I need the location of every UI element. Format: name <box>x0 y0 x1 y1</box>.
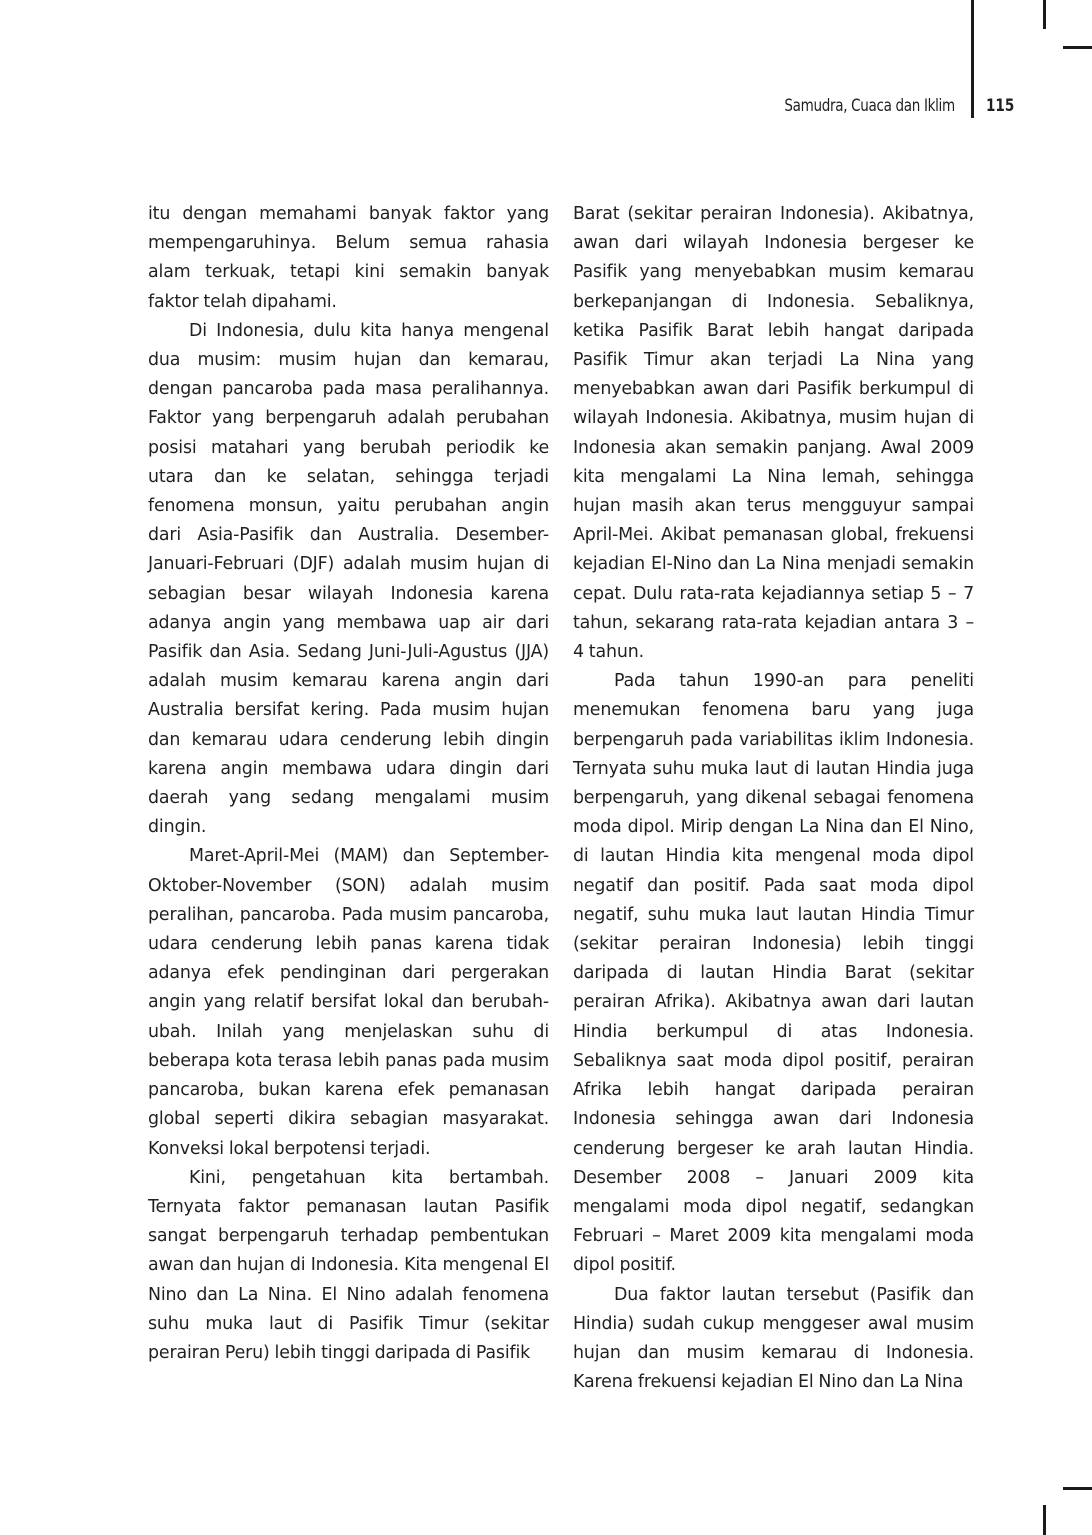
paragraph: Pada tahun 1990-an para peneliti menemukan fenomena baru yang juga berpengaruh pada variabilitas iklim Indonesia. Ternyata suhu muka laut di lautan Hindia juga berpengaruh, yang dikenal sebagai fenomena moda dipol. Mirip dengan La Nina dan El Nino, di lautan Hindia kita mengenal moda dipol negatif dan positif. Pada saat moda dipol negatif, suhu muka laut lautan Hindia Timur (sekitar perairan Indonesia) lebih tinggi daripada di lautan Hindia Barat (sekitar perairan Afrika). Akibatnya awan dari lautan Hindia berkumpul di atas Indonesia. Sebaliknya saat moda dipol positif, perairan Afrika lebih hangat daripada perairan Indonesia sehingga awan dari Indonesia cenderung bergeser ke arah lautan Hindia. Desember 2008 – Januari 2009 kita mengalami moda dipol negatif, sedangkan Februari – Maret 2009 kita mengalami moda dipol positif. <box>573 671 974 1276</box>
page-number: 115 <box>986 96 1015 115</box>
paragraph: Barat (sekitar perairan Indonesia). Akibatnya, awan dari wilayah Indonesia bergeser ke Pasifik yang menyebabkan musim kemarau berkepanjangan di Indonesia. Sebaliknya, ketika Pasifik Barat lebih hangat daripada Pasifik Timur akan terjadi La Nina yang menyebabkan awan dari Pasifik berkumpul di wilayah Indonesia. Akibatnya, musim hujan di Indonesia akan semakin panjang. Awal 2009 kita mengalami La Nina lemah, sehingga hujan masih akan terus mengguyur sampai April-Mei. Akibat pemanasan global, frekuensi kejadian El-Nino dan La Nina menjadi semakin cepat. Dulu rata-rata kejadiannya setiap 5 – 7 tahun, sekarang rata-rata kejadian antara 3 – 4 tahun. <box>573 204 974 663</box>
paragraph: Kini, pengetahuan kita bertambah. Ternyata faktor pemanasan lautan Pasifik sangat berpengaruh terhadap pembentukan awan dan hujan di Indonesia. Kita mengenal El Nino dan La Nina. El Nino adalah fenomena suhu muka laut di Pasifik Timur (sekitar perairan Peru) lebih tinggi daripada di Pasifik <box>148 1167 549 1363</box>
text-column-right <box>573 200 974 1397</box>
running-title: Samudra, Cuaca dan Iklim <box>784 96 955 115</box>
paragraph: Dua faktor lautan tersebut (Pasifik dan Hindia) sudah cukup menggeser awal musim hujan dan musim kemarau di Indonesia. Karena frekuensi kejadian El Nino dan La Nina <box>573 1284 974 1393</box>
paragraph: Maret-April-Mei (MAM) dan September-Oktober-November (SON) adalah musim peralihan, pancaroba. Pada musim pancaroba, udara cenderung lebih panas karena tidak adanya efek pendinginan dari pergerakan angin yang relatif bersifat lokal dan berubah-ubah. Inilah yang menjelaskan suhu di beberapa kota terasa lebih panas pada musim pancaroba, bukan karena efek pemanasan global seperti dikira sebagian masyarakat. Konveksi lokal berpotensi terjadi. <box>148 846 549 1159</box>
header-divider <box>971 0 974 118</box>
crop-mark-bottom-vertical <box>1043 1505 1046 1535</box>
paragraph: itu dengan memahami banyak faktor yang mempengaruhinya. Belum semua rahasia alam terkuak, tetapi kini semakin banyak faktor telah dipahami. <box>148 204 549 312</box>
paragraph: Di Indonesia, dulu kita hanya mengenal dua musim: musim hujan dan kemarau, dengan pancaroba pada masa peralihannya. Faktor yang berpengaruh adalah perubahan posisi matahari yang berubah periodik ke utara dan ke selatan, sehingga terjadi fenomena monsun, yaitu perubahan angin dari Asia-Pasifik dan Australia. Desember-Januari-Februari (DJF) adalah musim hujan di sebagian besar wilayah Indonesia karena adanya angin yang membawa uap air dari Pasifik dan Asia. Sedang Juni-Juli-Agustus (JJA) adalah musim kemarau karena angin dari Australia bersifat kering. Pada musim hujan dan kemarau udara cenderung lebih dingin karena angin membawa udara dingin dari daerah yang sedang mengalami musim dingin. <box>148 320 549 838</box>
crop-mark-top-vertical <box>1043 0 1046 29</box>
text-column-left <box>148 200 549 1368</box>
crop-mark-top-horizontal <box>1063 46 1092 49</box>
crop-mark-bottom-horizontal <box>1063 1487 1092 1490</box>
